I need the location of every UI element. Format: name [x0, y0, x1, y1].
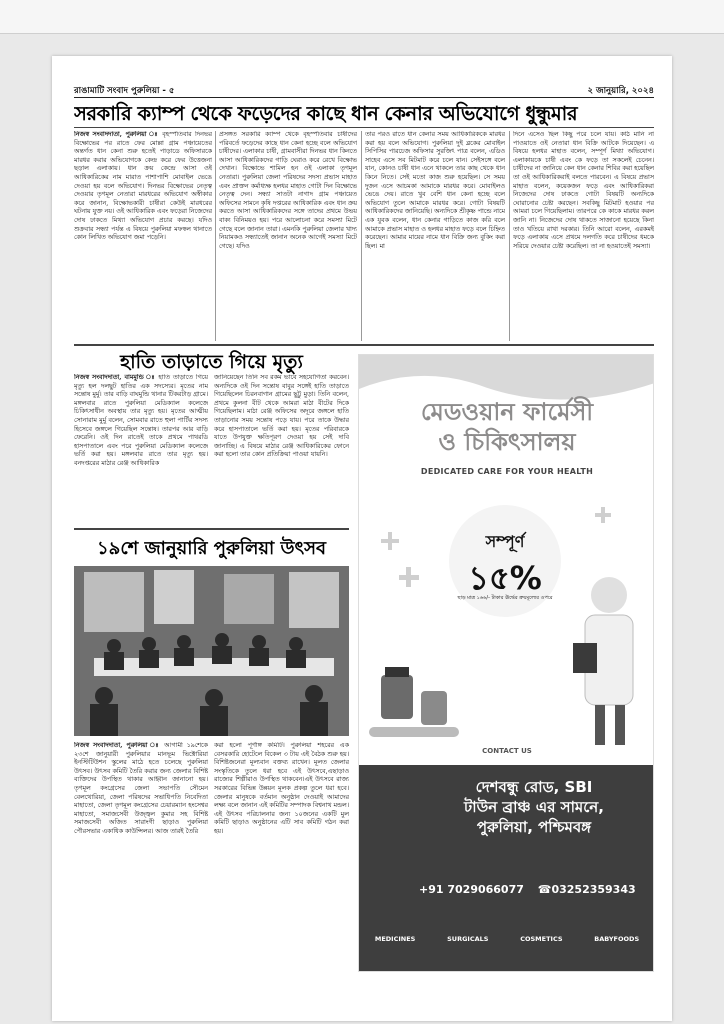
article2-text-1: হাতি তাড়াতে গিয়ে মৃত্যু হল দলছুট হাতির এক সদস্যের। মৃতের নাম সন্তোষ মুর্মু। তার বাড়ি বাঘমুন্ডি থানার টিকরটাড় গ্রামে। মঙ্গলবার রাতে পুরুলিয়া মেডিক্যাল কলেজে চিকিৎসাধীন অবস্থায় তার মৃত্যু হয়। মৃতের আত্মীয় সোনারাম মুর্মু বলেন, সোমবার রাতে হুলা পার্টির সদস্য হিসেবে জঙ্গলে গিয়েছিল সন্তোষ। তারপর আর বাড়ি ফেরেনি। ওই দিন রাতেই তাকে প্রথমে পাথরডি হাসপাতালে এবং পরে পুরুলিয়া মেডিক্যাল কলেজে ভর্তি করা হয়। মঙ্গলবার রাতে তার মৃত্যু হয়। বনদপ্তরের মাঠার রেঞ্জ আধিকারিক: [74, 374, 208, 467]
ad-categories: [359, 935, 654, 943]
ad-pharmacy-name: [359, 397, 654, 457]
article3-text-1: আগামী ১৯শেকে ২৩শে জানুয়ারী পুরুলিয়ার মানভূম ভিক্টোরিয়া ইনস্টিটিউশন স্কুলের মাঠে হতে চলেছে পুরুলিয়া উৎসব। উৎসব কমিটি তৈরি করার জন্য জেলার বিশিষ্ট ব্যক্তিদের উপস্থিত থাকার আহ্বান জানানো হয়। তৃণমূল কংগ্রেসের জেলা সভাপতি সৌমেন বেলথোরিয়া, জেলা পরিষদের সভাধিপতি নিবেদিতা মাহাতো, জেলা তৃণমূল কংগ্রেসের চেয়ারম্যান হংসেশ্বর মাহাতো, সমাজসেবী উজ্জ্বল কুমার সহ বিশিষ্ট সমাজসেবী অজিত সারাংগী ছাড়াও পুরুলিয়া পৌরসভার একাধিক কাউন্সিলর। আজ তারই তৈরি: [74, 742, 208, 835]
article1-text-3: তার পরও রাতে ধান কেনার সময় আধিকারিককে মারধর করা হয় বলে অভিযোগ। পুরুলিয়া দুই ব্লকের মোবাইল সিপিসির পারচেজ অফিসার সুরজিৎ পাত্র বলেন, এডিও সাহেব এসে সব মিটমাট করে চলে যান। সেইসঙ্গে বলে যান, কোনও চাষী ধান এনে থাকলে তার কাছ থেকে ধান কিনে নিতে। সেই মতো কাজ শুরু হয়েছিল। সে সময় দুজন এসে আচমকা আমাকে মারধর করে। মোবাইলও ভেঙে দেয়। রাতে খুব বেশি ধান কেনা হচ্ছে বলে অভিযোগ তুলে আমাকে মারধর করে। গোটা বিষয়টি আধিকারিকদের জানিয়েছি। অন্যদিকে শ্রীকৃষ্ণ পান্ডে নামে এক যুবক বলেন, ধান কেনার গাড়িতে কাজ করি বলে আমাকে প্রভাস মাহাত ও হলধর মাহাত ফড়ে বলে চিহ্নিত করেছেন। আমার মায়ের নামে ধান বিক্রি জন্য বুকিং করা ছিল। মা: [365, 131, 505, 250]
ad-address: [419, 777, 649, 837]
article1-text-4: দিনে এসেও ছিল কিছু পরে চলে যায়। কাঠ মানি না পাওয়াতে ওই নেতারা ধান বিক্রি আটকে দিয়েছেন। এ বিষয়ে হলধর মাহাত বলেন, সম্পূর্ণ মিথ্যা অভিযোগ। এলাকায়কে চাষী এবং কে ফড়ে তা সকলেই চেনেন। চাষীদের না জানিয়ে কেন ধান কেনার শিবির করা হয়েছিল তা ওই আধিকারিকরাই বলতে পারবেন। এ বিষয়ে প্রভাস মাহাত বলেন, কয়েকজন ফড়ে এবং আধিকারিকরা নিজেদের দোষ ঢাকতে গোটা বিষয়টি অন্যদিকে ঘোরানোর চেষ্টা করছেন। সবকিছু মিটমাট হওয়ার পর আমরা চলে গিয়েছিলাম। তারপরে কে কাকে মারধর করল জানি না। নিজেদের দোষ থাকতে সাজানো হয়েছে কিনা তাও খতিয়ে রাখা দরকার। তিনি আরো বলেন, এরকমই ফড়ে এলাকায় এসে প্রথমে দলগতি করে চাষীদের ধমকে সরিয়ে দেওয়ার চেষ্টা করেছিল। তা না হওয়াতেই সমস্যা।: [513, 131, 654, 250]
article3-text-2: করা হলো পূর্ণাঙ্গ কমিটি। পুরুলিয়া শহরের এক বেসরকারি হোটেলে বিকেল ৩ টায় এই বৈঠক শুরু হয়। বিশিষ্টজনেরা মূল্যবান বক্তব্য রাখেন। মূলত জেলার সংস্কৃতিকে তুলে ধরা হবে এই উৎসবে,এছাড়াও রাজ্যের শিল্পীরাও উপস্থিত থাকবেন।এই উৎসবে রাজ্য সরকারের বিভিন্ন উন্নয়ন মূলক প্রকল্প তুলে ধরা হবে। জেলার মানুষকে বর্তমান অনুষ্ঠান দেওয়াই আমাদের লক্ষ্য বলে জানান এই কমিটির সম্পাদক বিশ্বনাথ মন্ডল। এই উৎসব পরিচালনার জন্য ১০জনের একটি মুল কমিটি ছাড়াও অনুষ্ঠানের এটি সাব কমিটি গঠন করা হয়।: [214, 742, 349, 835]
article1-column-2: [219, 131, 357, 341]
ad-category-surgicals: SURGICALS: [447, 935, 489, 943]
article2-headline: হাতি তাড়াতে গিয়ে মৃত্যু: [120, 351, 303, 373]
article3-column-2: [214, 742, 349, 972]
article3-headline: ১৯শে জানুয়ারি পুরুলিয়া উৎসব: [96, 538, 327, 559]
ad-address-line-1: দেশবন্ধু রোড, SBI: [475, 778, 593, 796]
article1-text-2: প্রসঙ্গত সরকারি ক্যাম্প থেকে বৃহস্পতিবার চাষীদের পরিবর্তে ফড়েদের কাছে ধান কেনা হচ্ছে বলে অভিযোগ চাষীদের। এলাকার চাষী, গ্রামবাসীরা দিনভর ধান কিনতে আসা আধিকারিকদের গাড়ি ঘেরাও করে রেখে বিক্ষোভ দেখান। বিক্ষোভে শামিল হন ওই এলাকা তৃণমূল নেতারা। পুরুলিয়া জেলা পরিষদের সদস্য প্রভাস মাহাত এবং প্রাক্তন কর্মাধ্যক্ষ হলধর মাহাত গোটা দিন বিক্ষোভে নেতৃত্ব দেন। সন্ধ্যা সাতটা নাগাদ গ্রাম পঞ্চায়েত অফিসের সামনে কৃষি দপ্তরের আধিকারিক এবং ধান ক্রয় করতে আসা আধিকারিকদের সঙ্গে তাদের প্রথমে উভয় বাক্য বিনিময়ও হয়। পরে আলোচনা করে সমস্যা মিটে গেছে বলে জানান তারা। এমনকি পুরুলিয়া জেলার খাদ্য নিয়ামকও সন্ধ্যাতেই জানান অনেক আগেই সমস্যা মিটে গেছে। যদিও: [219, 131, 357, 250]
section-rule: [74, 344, 654, 346]
column-divider: [215, 131, 216, 341]
ad-offer-note: ছাড় মাত্র ১৬৬/- টাকার ঊর্দ্ধের ক্রয়মূল্যের ওপরে: [457, 595, 553, 601]
section-rule: [74, 528, 349, 530]
masthead: [74, 82, 654, 98]
column-divider: [361, 131, 362, 341]
article2-byline: নিজস্ব সংবাদদাতা, বামমুন্ডি ঃ: [74, 374, 156, 381]
ad-title-line-1: মেডওয়ান ফার্মেসী: [420, 398, 594, 426]
ad-address-line-2: টাউন ব্রাঞ্চ এর সামনে,: [464, 798, 604, 816]
ad-contact-panel: [359, 765, 654, 972]
masthead-paper-name: রাঙামাটি সংবাদ পুরুলিয়া - ৫: [74, 86, 175, 96]
viewer-toolbar: [0, 0, 724, 34]
article2-text-2: জানিয়েছেন তিনি সব রকম ভাবে সহযোগিতা করবেন। অন্যদিকে ওই দিন সন্তোষ বাবুর সঙ্গেই হাতি তাড়াতে গিয়েছিলেন চিরনবাগান গ্রামের ছুট্টু মুড়া। তিনি বলেন, প্রথমে কুলনা বীট থেকে আমরা মাঠা বীটের দিকে গিয়েছিলাম। মাঠা রেঞ্জ অফিসের অদূরে জঙ্গলে হাতি তাড়ানোর সময় সন্তোষ পড়ে যায়। পরে তাকে উদ্ধার করে হাসপাতালে ভর্তি করা হয়। মৃতের পরিবারকে যাতে উপযুক্ত ক্ষতিপূরণ দেওয়া হয় সেই দাবি জানাচ্ছি। এ বিষয়ে মাঠার রেঞ্জ আধিকারিকের ফোনে করা হলো তার কোন প্রতিক্রিয়া পাওয়া যায়নি।: [214, 374, 349, 459]
article1-column-3: [365, 131, 505, 341]
photo-illustration: [74, 566, 349, 736]
festival-meeting-photo: [74, 566, 349, 736]
ad-offer-word: সম্পূর্ণ: [485, 532, 525, 551]
ad-title-line-2: ও চিকিৎসালয়: [438, 428, 576, 456]
ad-category-cosmetics: COSMETICS: [520, 935, 563, 943]
article1-text-1: বৃহস্পতিবার দিনভর বিক্ষোভের পর রাতে ফের মোল্লা গ্রাম পঞ্চায়েতের অন্তর্গত ধান কেনা শুরু হতেই পাড়াডে অফিসারকে মারধর করার অভিযোগকে কেন্দ্র করে ফের উত্তেজনা ছড়াল এলাকায়। ধান ক্রয় কেন্দ্রে আসা ওই আধিকারিকের নাম মারাত পাশাপাশি মোবাইল ভেঙে দেওয়া হয় বলে অভিযোগ। দিনভর বিক্ষোভের নেতৃত্ব দেওয়ার তৃণমূল নেতারা মারধরের অভিযোগ অস্বীকার করে জানান, বিক্ষোভকারী চাষীরা কেউই মারধরের ঘটনায় যুক্ত নয়। ওই আধিকারিক এবং ফড়েরা নিজেদের দোষ ঢাকতে মিথ্যা অভিযোগ প্রচার করছে। যদিও শুক্রবার সন্ধ্যা পর্যন্ত এ বিষয়ে পুরুলিয়া মফস্বল থানাতে কোন লিখিত অভিযোগ জমা পড়েনি।: [74, 131, 212, 242]
newspaper-page: [52, 56, 672, 1021]
ad-offer-value: ১৫%: [468, 559, 542, 597]
column-divider: [509, 131, 510, 341]
ad-tagline: DEDICATED CARE FOR YOUR HEALTH: [420, 467, 594, 476]
ad-discount-badge: [449, 505, 561, 617]
article1-headline: সরকারি ক্যাম্প থেকে ফড়েদের কাছে ধান কেনার অভিযোগে ধুন্ধুমার: [74, 102, 578, 125]
ad-contact-label: CONTACT US: [482, 747, 532, 755]
ad-category-medicines: MEDICINES: [374, 935, 416, 943]
ad-landline-number: ☎03252359343: [537, 883, 636, 896]
article3-byline: নিজস্ব সংবাদদাতা, পুরুলিয়া ঃ: [74, 742, 161, 749]
ad-mobile-number: +91 7029066077: [419, 883, 524, 896]
article3-column-1: [74, 742, 208, 972]
article2-column-2: [214, 374, 349, 522]
ad-address-line-3: পুরুলিয়া, পশ্চিমবঙ্গ: [476, 818, 592, 836]
ad-phone-numbers: [419, 883, 654, 896]
pharmacist-illustration: [573, 577, 633, 745]
article2-column-1: [74, 374, 208, 522]
masthead-date: ২ জানুয়ারি, ২০২৪: [587, 86, 654, 96]
pharmacy-advertisement: [358, 354, 654, 972]
article1-column-1: [74, 131, 212, 341]
headline-rule: [74, 127, 654, 128]
article1-byline: নিজস্ব সংবাদদাতা, পুরুলিয়া ঃ: [74, 131, 159, 138]
ad-category-babyfoods: BABYFOODS: [594, 935, 640, 943]
article1-column-4: [513, 131, 654, 341]
medicine-bottles-illustration: [369, 667, 459, 737]
